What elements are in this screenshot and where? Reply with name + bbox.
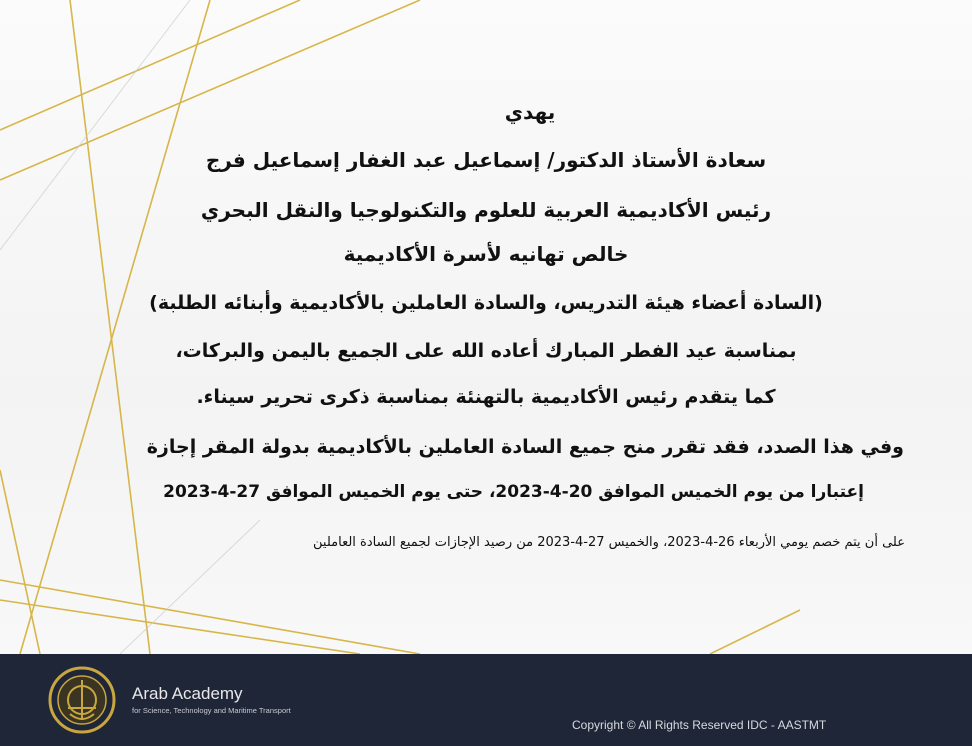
gold-line [0, 600, 360, 654]
message-line-1: يهدي [504, 100, 556, 124]
gold-line [710, 610, 800, 654]
brand-name: Arab Academy [132, 684, 243, 703]
academy-logo-icon [44, 664, 120, 736]
message-line-6: بمناسبة عيد الفطر المبارك أعاده الله على الجميع باليمن والبركات، [175, 340, 797, 362]
message-line-8: وفي هذا الصدد، فقد تقرر منح جميع السادة العاملين بالأكاديمية بدولة المقر إجازة [146, 436, 904, 458]
message-line-10: على أن يتم خصم يومي الأربعاء 26-4-2023، والخميس 27-4-2023 من رصيد الإجازات لجميع السادة العاملين [313, 535, 905, 550]
gold-line [0, 0, 300, 130]
gold-line [70, 0, 150, 654]
gold-line [0, 580, 420, 654]
copyright-text: Copyright © All Rights Reserved IDC - AASTMT [572, 718, 827, 732]
message-line-7: كما يتقدم رئيس الأكاديمية بالتهنئة بمناسبة ذكرى تحرير سيناء. [196, 386, 776, 408]
brand-tagline: for Science, Technology and Maritime Transport [132, 706, 291, 715]
message-line-5: (السادة أعضاء هيئة التدريس، والسادة العاملين بالأكاديمية وأبنائه الطلبة) [149, 292, 823, 314]
gold-line [0, 470, 40, 654]
message-line-2: سعادة الأستاذ الدكتور/ إسماعيل عبد الغفار إسماعيل فرج [205, 148, 767, 172]
message-line-3: رئيس الأكاديمية العربية للعلوم والتكنولوجيا والنقل البحري [200, 198, 772, 222]
message-line-4: خالص تهانيه لأسرة الأكاديمية [343, 242, 629, 266]
message-line-9: إعتبارا من يوم الخميس الموافق 20-4-2023، حتى يوم الخميس الموافق 27-4-2023 [163, 482, 864, 502]
